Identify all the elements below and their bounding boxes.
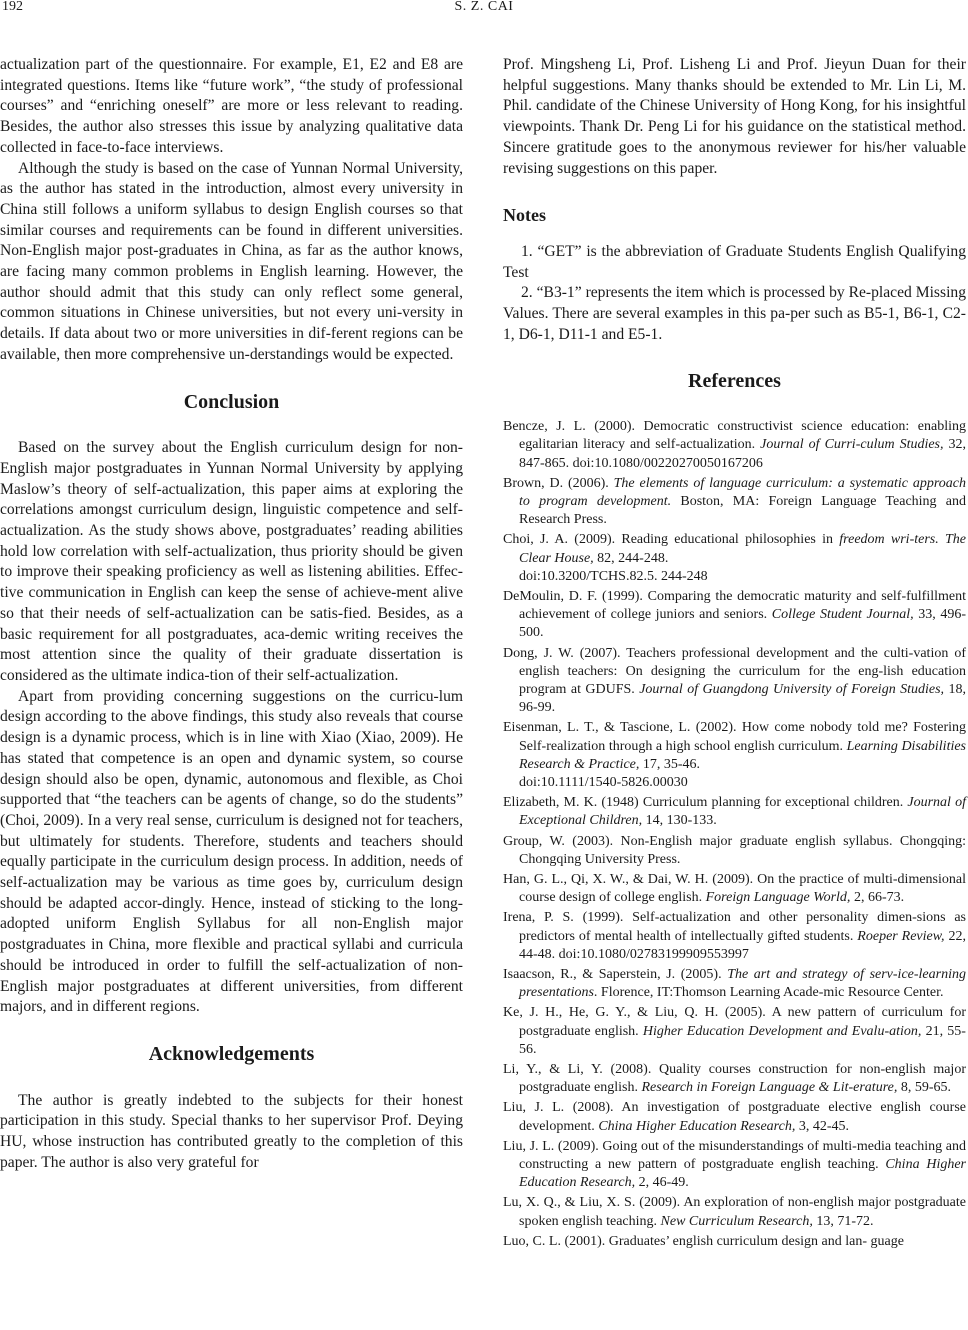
body-paragraph: Based on the survey about the English curriculum design for non-English major postgraduates in Yunnan Normal University by applying Maslow’s theory of self-actualization, this paper aims at exploring the correlations amongst curriculum design, linguistic competence and self-actualization. As the study shows above, postgraduates’ reading abilities hold low correlation with self-actualization, thus priority should be given to improve their speaking proficiency as well as listening abilities. Effec-tive communication in English can keep the sense of achieve-ment alive so that their needs of self-actualization can be satis-fied. Besides, as a basic requirement for all postgraduates, aca-demic writing receives the most attention since the quality of their graduate dissertation is considered as the ultimate indica-tion of their self-actualization. xyxy=(0,439,463,684)
note-item: 1. “GET” is the abbreviation of Graduate Students English Qualifying Test xyxy=(503,242,966,281)
page-header xyxy=(0,0,968,24)
reference-entry: Group, W. (2003). Non-English major graduate english syllabus. Chongqing: Chongqing University Press. xyxy=(503,833,966,867)
reference-entry: Liu, J. L. (2009). Going out of the misunderstandings of multi-media teaching and constructing a new pattern of postgraduate english teaching. China Higher Education Research, 2, 46-49. xyxy=(503,1138,967,1191)
reference-entry: Liu, J. L. (2008). An investigation of postgraduate elective english course development. China Higher Education Research, 3, 42-45. xyxy=(503,1100,966,1134)
reference-list xyxy=(503,418,966,1251)
reference-doi: doi:10.3200/TCHS.82.5. 244-248 xyxy=(519,568,708,584)
left-column xyxy=(0,55,463,1173)
reference-entry: Isaacson, R., & Saperstein, J. (2005). The art and strategy of serv-ice-learning presentations. Florence, IT:Thomson Learning Acade-mic Resource Center. xyxy=(503,967,966,1001)
body-paragraph: actualization part of the questionnaire. For example, E1, E2 and E8 are integrated questions. Items like “future work”, “the study of professional courses” and “enriching oneself” are more or less relevant to reading. Besides, the author also stresses this issue by analyzing qualitative data collected in face-to-face interviews. xyxy=(0,56,463,156)
reference-entry: Dong, J. W. (2007). Teachers professional development and the culti-vation of english teachers: On designing the curriculum for the eng-lish education program at GDUFS. Journal of Guangdong University of Foreign Studies, 18, 96-99. xyxy=(503,645,966,716)
reference-entry: Lu, X. Q., & Liu, X. S. (2009). An exploration of non-english major postgraduate spoken english teaching. New Curriculum Research, 13, 71-72. xyxy=(503,1195,966,1229)
running-head: S. Z. CAI xyxy=(454,0,514,14)
right-column xyxy=(503,55,966,1253)
reference-entry: Li, Y., & Li, Y. (2008). Quality courses construction for non-english major postgraduate english. Research in Foreign Language & Lit-erature, 8, 59-65. xyxy=(503,1062,966,1096)
body-paragraph: Although the study is based on the case of Yunnan Normal University, as the author has stated in the introduction, almost every university in China still follows a uniform syllabus to design English courses so that similar courses and requirements can be found in different universities. Non-English major post-graduates in China, as far as the author knows, are facing many common problems in English learning. However, the author should admit that this study can only reflect some general, common situations in Chinese universities, but not every uni-versity in details. If data about two or more universities in dif-ferent regions can be available, then more comprehensive un-derstandings would be expected. xyxy=(0,159,463,363)
reference-entry: Bencze, J. L. (2000). Democratic constructivist science education: enabling egalitarian literacy and self-actualization. Journal of Curri-culum Studies, 32, 847-865. doi:10.1080/00220270050167206 xyxy=(503,419,967,471)
body-paragraph: Prof. Mingsheng Li, Prof. Lisheng Li and Prof. Jieyun Duan for their helpful suggestions. Many thanks should be extended to Mr. Lin Li, M. Phil. candidate of the Chinese University of Hong Kong, for his insightful viewpoints. Thank Dr. Peng Li for his guidance on the statistical method. Sincere gratitude goes to the anonymous reviewer for his/her valuable revising suggestions on this paper. xyxy=(503,56,966,177)
reference-entry: Eisenman, L. T., & Tascione, L. (2002). How come nobody told me? Fostering Self-realization through a high school english curriculum. Learning Disabilities Research & Practice, 17, 35-46. doi:10.1111/1540-5826.00030 xyxy=(503,719,966,792)
reference-entry: Elizabeth, M. K. (1948) Curriculum planning for exceptional children. Journal of Exceptional Children, 14, 130-133. xyxy=(503,795,966,829)
references-heading: References xyxy=(688,370,781,393)
reference-entry: DeMoulin, D. F. (1999). Comparing the democratic maturity and self-fulfillment achievement of college juniors and seniors. College Student Journal, 33, 496-500. xyxy=(503,588,966,641)
page-number: 192 xyxy=(2,0,23,14)
conclusion-heading: Conclusion xyxy=(183,390,280,413)
reference-entry: Han, G. L., Qi, X. W., & Dai, W. H. (2009). On the practice of multi-dimensional course design of college english. Foreign Language World, 2, 66-73. xyxy=(503,872,966,906)
reference-entry: Brown, D. (2006). The elements of language curriculum: a systematic approach to program development. Boston, MA: Foreign Language Teaching and Research Press. xyxy=(503,475,966,528)
reference-entry: Luo, C. L. (2001). Graduates’ english curriculum design and lan- guage xyxy=(503,1233,904,1249)
reference-doi: doi:10.1111/1540-5826.00030 xyxy=(519,775,688,790)
reference-entry: Ke, J. H., He, G. Y., & Liu, Q. H. (2005). A new pattern of curriculum for postgraduate english. Higher Education Development and Evalu-ation, 21, 55-56. xyxy=(503,1005,966,1057)
acknowledgements-heading: Acknowledgements xyxy=(148,1042,315,1065)
reference-entry: Irena, P. S. (1999). Self-actualization and other personality dimen-sions as predictors of mental health of intellectually gifted students. Roeper Review, 22, 44-48. doi:10.1080/02783199909553997 xyxy=(503,910,967,962)
note-item: 2. “B3-1” represents the item which is processed by Re-placed Missing Values. There are several examples in this pa-per such as B5-1, B6-1, C2-1, D6-1, D11-1 and E5-1. xyxy=(503,284,966,343)
body-paragraph: The author is greatly indebted to the subjects for their honest participation in this study. Special thanks to her supervisor Prof. Deying HU, whose instruction has contributed greatly to the completion of this paper. The author is also very grateful for xyxy=(0,1091,463,1171)
body-paragraph: Apart from providing concerning suggestions on the curricu-lum design according to the above findings, this study also reveals that course design is a dynamic process, which is in line with Xiao (Xiao, 2009). He has stated that competence is an open and dynamic system, so course design should also be open, dynamic, autonomous and flexible, as Choi supported that “the teachers can be agents of change, so do the students” (Choi, 2009). In a very real sense, curriculum is designed not for teachers, but ultimately for students. Therefore, students and teachers should equally participate in the curriculum design process. In addition, needs of self-actualization may be various as time goes by, curriculum design should be adapted accor-dingly. Hence, instead of sticking to the long-adopted uniform English Syllabus for all non-English major postgraduates in China, more flexible and practical syllabi and curricula should be introduced in order to fulfill the self-actualization of non-English major postgraduates at different universities, from different majors, and in different regions. xyxy=(0,687,463,1016)
reference-entry: Choi, J. A. (2009). Reading educational philosophies in freedom wri-ters. The Clear House, 82, 244-248. doi:10.3200/TCHS.82.5. 244-248 xyxy=(503,531,966,586)
notes-heading: Notes xyxy=(503,205,546,226)
